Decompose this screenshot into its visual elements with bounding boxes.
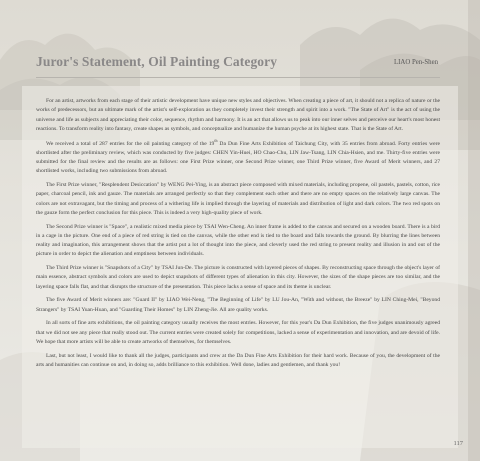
paragraph-text: Da Dun Fine Arts Exhibition of Taichung City, with 35 entries from abroad. Forty entries were shortlisted after the preliminary review, which was conducted by five judges: CHEN Yin-Huei, HO Chao-Chu, LIN Jaw-Tsang, LIN Chia-Hsien, and me. Thirty-five entries were submitted for the final review and the results are as follows: one First Prize winner, one Second Prize winner, one Third Prize winner, five Award of Merit winners, and 27 shortlisted works, including two submissions from abroad.: [36, 140, 440, 175]
paragraph: [36, 137, 440, 177]
paragraph-text: We received a total of 287 entries for the oil painting category of the 19: [46, 140, 215, 147]
page-number: 117: [453, 440, 463, 447]
paragraph: In all sorts of fine arts exhibitions, the oil painting category usually receives the most entries. However, for this year's Da Dun Exhibition, the five judges unanimously agreed that we did not see any piece that really stood out. The current entries were created solely for competitions, lacked a sense of experimentation and innovation, and are devoid of life. We hope that more artists will be able to create artworks of themselves, for themselves.: [36, 320, 440, 345]
page-title: Juror's Statement, Oil Painting Category: [36, 54, 278, 69]
paragraph: Last, but not least, I would like to thank all the judges, participants and crew at the Da Dun Fine Arts Exhibition for their hard work. Because of you, the development of the arts and humanities can continue on and, in doing so, adds brilliance to this exhibition. Well done, ladies and gentlemen, and thank you!: [36, 352, 440, 368]
statement-body: [36, 97, 440, 375]
paragraph: For an artist, artworks from each stage of their artistic development have unique new styles and objectives. When creating a piece of art, it should not a replica of nature or the works of predecessors, but an ultimate mark of the artist's self-exploration as they completely invest their strength and spirit into a work. "The State of Art" is the act of using the universe and life as subjects and appreciating their color, sequence, rhythm and harmony. It is an act that allows us to peak into our inner selves and perceive our heart's most honest reactions. To transform reality into fantasy, create shapes as symbols, and conceptualize and humanize the human psyche at its highest state. That is the State of Art.: [36, 98, 440, 132]
title-divider: [36, 77, 440, 78]
ordinal-suffix: th: [214, 137, 218, 143]
paragraph: The Second Prize winner is "Space", a realistic mixed media piece by TSAI Wen-Cheng. An inner frame is added to the canvas and secured on a wooden board. There is a bird in a cage in the picture. One end of a piece of red string is tied on the canvas, while the other end is tied to the board and falls towards the ground. By blurring the lines between reality and imagination, this arrangement shows that the artist put a lot of thought into the piece, and cleverly used the red string to present reality and illusion in and out of the picture in order to depict the alienation and emptiness between individuals.: [36, 223, 440, 258]
paragraph: The five Award of Merit winners are: "Guard II" by LIAO Wei-Neng, "The Beginning of Life" by LU Jou-An, "With and without, the Breeze" by LIN Ching-Mei, "Beyond Strangers" by TSAI Yuan-Huan, and "Guarding Their Homes" by LIN Zheng-Jie. All are quality works.: [36, 297, 440, 313]
paragraph: The First Prize winner, "Resplendent Desiccation" by WENG Pei-Ying, is an abstract piece composed with mixed materials, including propene, oil pastels, pastels, cotton, rice paper, charcoal pencil, ink and gauze. The materials are arranged perfectly so that they complement each other and there are no empty spaces on the relatively large canvas. The colors are not extravagant, but the timing and process of a withering life is implied through the layering of materials and distribution of light and dark colors. The two red spots on the gauze form the perfect conclusion for this piece. This is indeed a very high-quality piece of work.: [36, 182, 440, 216]
header: [36, 54, 440, 74]
paragraph: The Third Prize winner is "Snapshots of a City" by TSAI Jun-De. The picture is constructed with layered pieces of shapes. By reconstructing space through the object's layer of main essence, abstract symbols and colors are used to depict snapshots of different types of alienation in this city. However, the sizes of the shape pieces are too similar, and the layering space falls flat, and that disrupts the structure of the presentation. This piece lacks a sense of space and its theme is unclear.: [36, 265, 440, 290]
author-name: LIAO Pen-Shen: [394, 59, 438, 66]
